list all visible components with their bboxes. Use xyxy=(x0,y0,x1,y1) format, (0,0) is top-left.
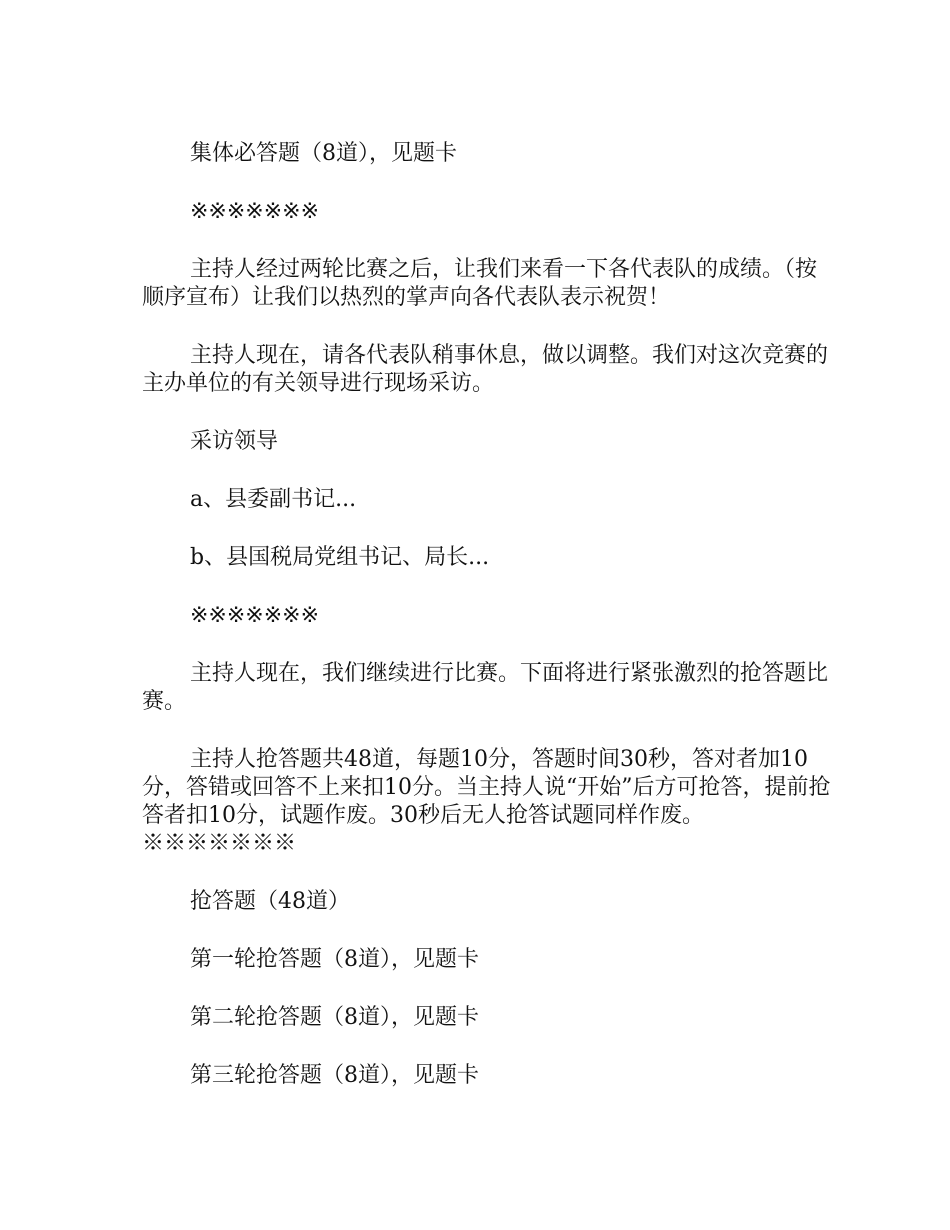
paragraph-leader-a: a、县委副书记... xyxy=(190,487,357,512)
paragraph-round-two: 第二轮抢答题（8道），见题卡 xyxy=(190,1005,479,1030)
document-body xyxy=(142,140,832,1120)
paragraph-host-rules: 主持人抢答题共48道，每题10分，答题时间30秒，答对者加10分，答错或回答不上来扣10分。当主持人说“开始”后方可抢答，提前抢答者扣10分，试题作废。30秒后无人抢答试题同样作废。※※※※※※※ xyxy=(142,747,831,856)
paragraph-quick-answer-title: 抢答题（48道） xyxy=(190,889,350,914)
paragraph-host-interview: 主持人现在，请各代表队稍事休息，做以调整。我们对这次竞赛的主办单位的有关领导进行现场采访。 xyxy=(142,343,829,396)
paragraph-separator: ※※※※※※※ xyxy=(190,603,320,628)
paragraph-round-three: 第三轮抢答题（8道），见题卡 xyxy=(190,1063,479,1088)
paragraph-round-one: 第一轮抢答题（8道），见题卡 xyxy=(190,947,479,972)
paragraph-separator: ※※※※※※※ xyxy=(190,199,320,224)
paragraph-host-continue: 主持人现在，我们继续进行比赛。下面将进行紧张激烈的抢答题比赛。 xyxy=(142,661,829,714)
paragraph-leader-b: b、县国税局党组书记、局长... xyxy=(190,545,490,570)
paragraph-host-results: 主持人经过两轮比赛之后，让我们来看一下各代表队的成绩。（按顺序宣布）让我们以热烈的掌声向各代表队表示祝贺！ xyxy=(142,257,818,310)
paragraph-interview-leaders: 采访领导 xyxy=(190,429,279,454)
paragraph-team-required-questions: 集体必答题（8道），见题卡 xyxy=(190,141,457,166)
